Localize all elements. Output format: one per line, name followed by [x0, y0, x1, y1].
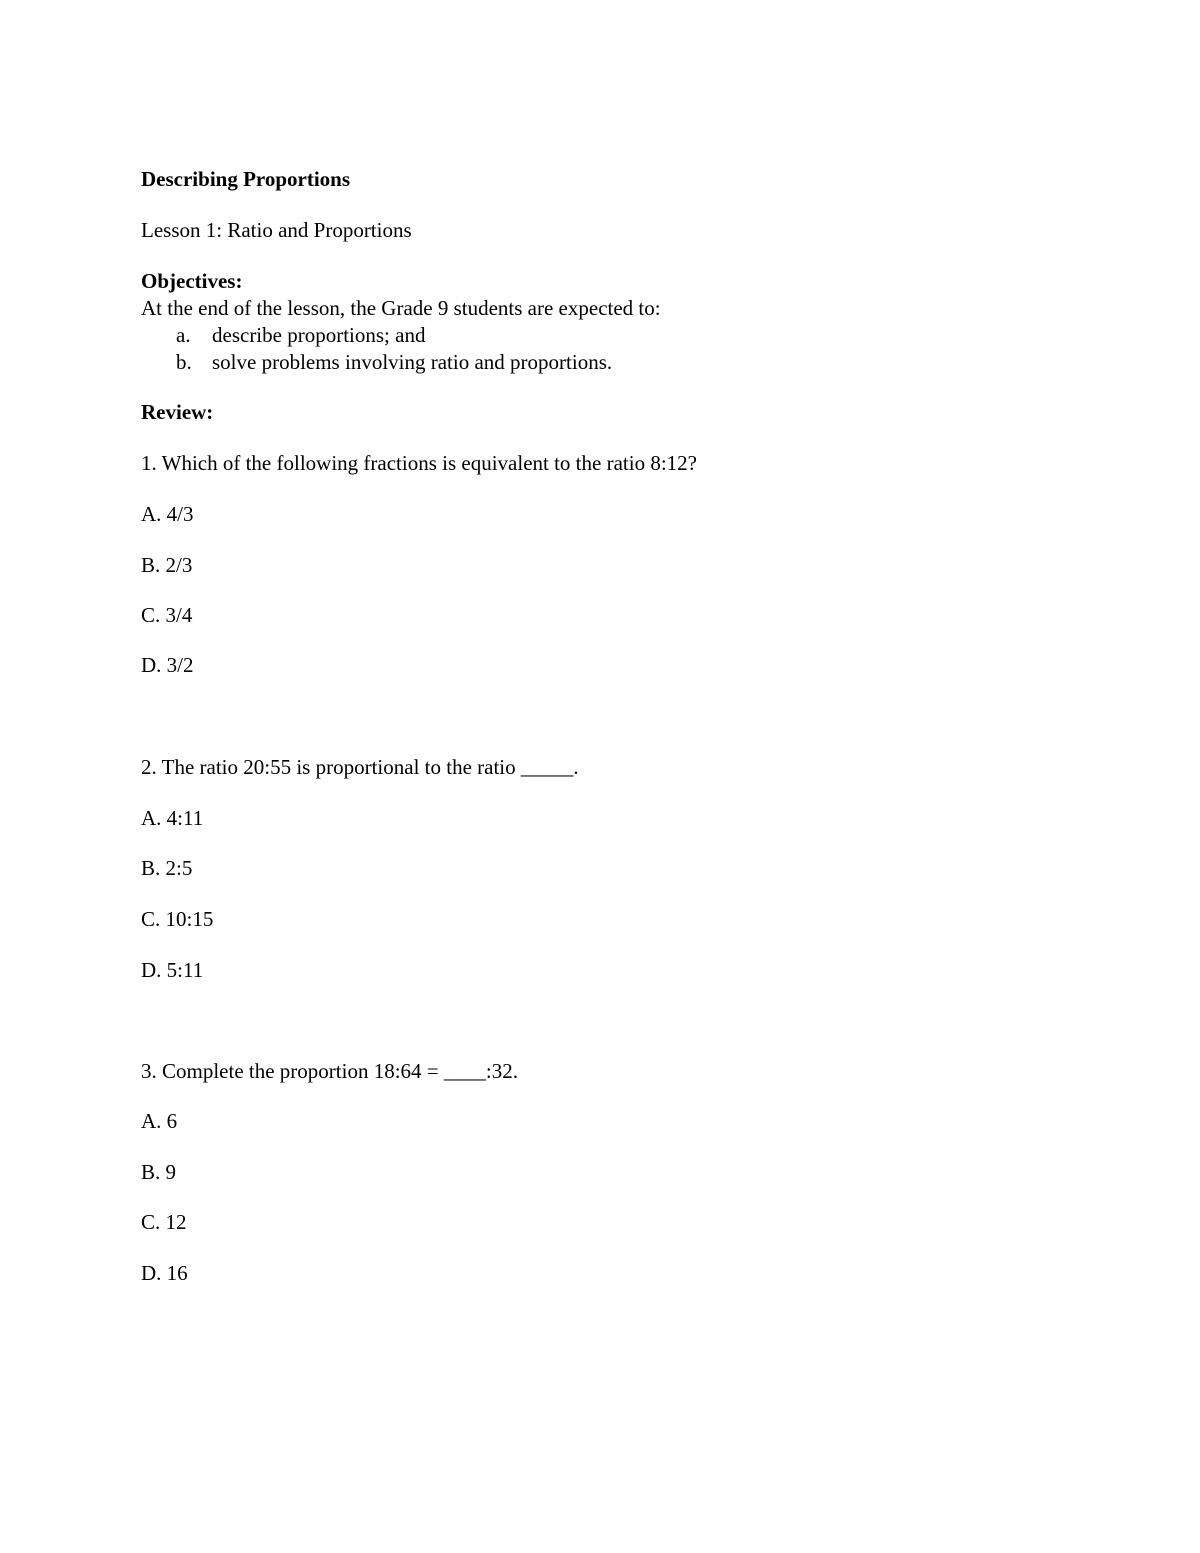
answer-choice: A. 4/3 — [141, 502, 194, 526]
objective-marker: b. — [176, 350, 192, 374]
answer-choice: C. 10:15 — [141, 907, 214, 931]
objective-text: solve problems involving ratio and proportions. — [212, 350, 613, 374]
review-heading: Review: — [141, 400, 214, 424]
answer-choice: D. 5:11 — [141, 958, 204, 982]
question-prompt: 2. The ratio 20:55 is proportional to the ratio _____. — [141, 755, 579, 779]
objective-marker: a. — [176, 323, 191, 347]
question-prompt: 3. Complete the proportion 18:64 = ____:32. — [141, 1059, 518, 1083]
document-title: Describing Proportions — [141, 167, 351, 191]
lesson-title: Lesson 1: Ratio and Proportions — [141, 218, 412, 242]
objectives-intro: At the end of the lesson, the Grade 9 students are expected to: — [141, 296, 661, 320]
answer-choice: D. 3/2 — [141, 653, 194, 677]
answer-choice: B. 2:5 — [141, 856, 193, 880]
answer-choice: C. 12 — [141, 1210, 187, 1234]
objectives-heading: Objectives: — [141, 269, 243, 293]
answer-choice: D. 16 — [141, 1261, 188, 1285]
objective-text: describe proportions; and — [212, 323, 426, 347]
question-prompt: 1. Which of the following fractions is equivalent to the ratio 8:12? — [141, 451, 697, 475]
answer-choice: C. 3/4 — [141, 603, 193, 627]
answer-choice: A. 4:11 — [141, 806, 204, 830]
answer-choice: B. 9 — [141, 1160, 177, 1184]
answer-choice: A. 6 — [141, 1109, 178, 1133]
answer-choice: B. 2/3 — [141, 553, 193, 577]
